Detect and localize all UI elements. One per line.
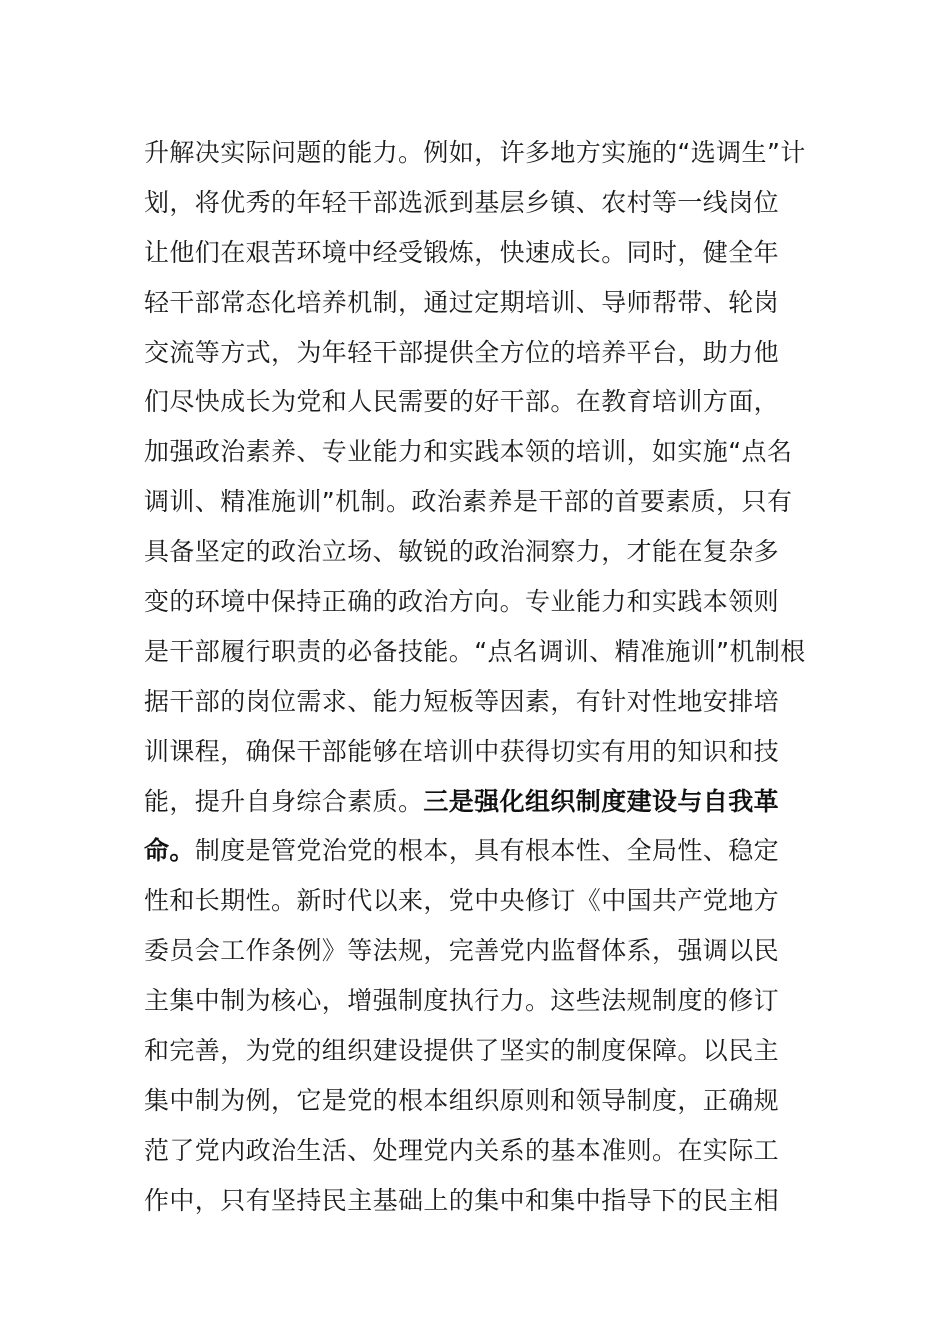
text-line: 升解决实际问题的能力。例如，许多地方实施的“选调生”计 bbox=[144, 138, 806, 167]
text-line: 调训、精准施训”机制。政治素养是干部的首要素质，只有 bbox=[144, 487, 793, 517]
text-line: 据干部的岗位需求、能力短板等因素，有针对性地安排培 bbox=[144, 686, 780, 716]
text-line: 具备坚定的政治立场、敏锐的政治洞察力，才能在复杂多 bbox=[144, 537, 780, 567]
text-line bbox=[144, 826, 824, 876]
text-run: 能，提升自身综合素质。 bbox=[144, 786, 424, 816]
bold-heading-run: 三是强化组织制度建设与自我革 bbox=[423, 786, 780, 816]
text-line: 性和长期性。新时代以来，党中央修订《中国共产党地方 bbox=[144, 886, 780, 916]
text-line: 让他们在艰苦环境中经受锻炼，快速成长。同时，健全年 bbox=[144, 237, 780, 267]
text-line: 范了党内政治生活、处理党内关系的基本准则。在实际工 bbox=[144, 1135, 780, 1165]
text-line: 划，将优秀的年轻干部选派到基层乡镇、农村等一线岗位 bbox=[144, 187, 780, 217]
text-line: 训课程，确保干部能够在培训中获得切实有用的知识和技 bbox=[144, 736, 780, 766]
text-line: 主集中制为核心，增强制度执行力。这些法规制度的修订 bbox=[144, 986, 780, 1016]
text-line: 和完善，为党的组织建设提供了坚实的制度保障。以民主 bbox=[144, 1036, 780, 1066]
text-line: 交流等方式，为年轻干部提供全方位的培养平台，助力他 bbox=[144, 337, 780, 367]
text-line: 集中制为例，它是党的根本组织原则和领导制度，正确规 bbox=[144, 1085, 780, 1115]
text-line: 委员会工作条例》等法规，完善党内监督体系，强调以民 bbox=[144, 936, 780, 966]
text-line: 是干部履行职责的必备技能。“点名调训、精准施训”机制根 bbox=[144, 636, 806, 666]
text-line: 作中，只有坚持民主基础上的集中和集中指导下的民主相 bbox=[144, 1185, 780, 1215]
text-line: 轻干部常态化培养机制，通过定期培训、导师帮带、轮岗 bbox=[144, 287, 780, 317]
bold-heading-run: 命。 bbox=[144, 836, 195, 866]
text-line: 加强政治素养、专业能力和实践本领的培训，如实施“点名 bbox=[144, 437, 793, 467]
text-line: 变的环境中保持正确的政治方向。专业能力和实践本领则 bbox=[144, 587, 780, 617]
text-line: 们尽快成长为党和人民需要的好干部。在教育培训方面， bbox=[144, 387, 780, 417]
text-run: 制度是管党治党的根本，具有根本性、全局性、稳定 bbox=[194, 836, 780, 866]
body-paragraph bbox=[144, 128, 824, 1226]
text-line bbox=[144, 777, 824, 827]
